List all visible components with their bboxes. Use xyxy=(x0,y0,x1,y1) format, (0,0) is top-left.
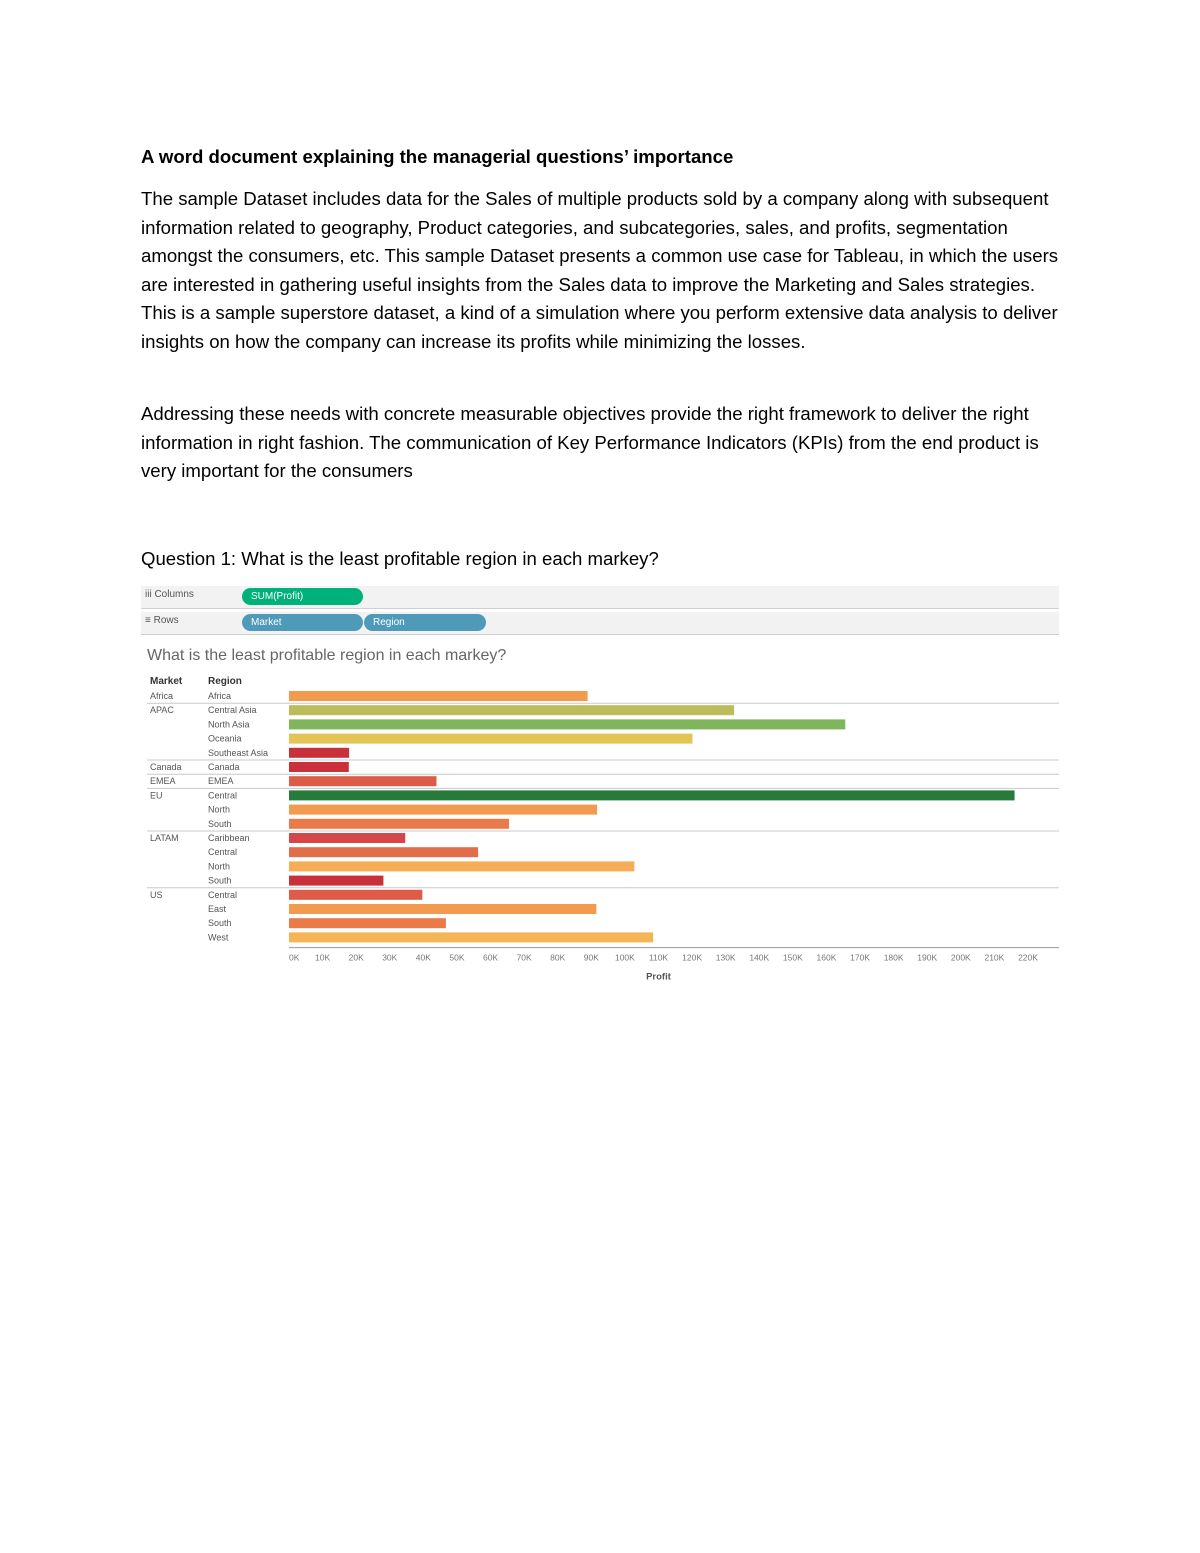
columns-shelf xyxy=(141,586,1059,609)
paragraph-intro: The sample Dataset includes data for the Sales of multiple products sold by a company along with subsequent information related to geography, Product categories, and subcategories, sales, and profits, segmentation amongst the consumers, etc. This sample Dataset presents a common use case for Tableau, in which the users are interested in gathering useful insights from the Sales data to improve the Marketing and Sales strategies. This is a sample superstore dataset, a kind of a simulation where you perform extensive data analysis to deliver insights on how the company can increase its profits while minimizing the losses. xyxy=(141,188,1059,352)
region-label: Central xyxy=(208,889,238,900)
rows-shelf xyxy=(141,612,1059,635)
x-tick-label: 10K xyxy=(315,952,331,963)
region-label: North xyxy=(208,861,231,872)
x-tick-label: 130K xyxy=(715,952,736,963)
region-label: Caribbean xyxy=(208,833,250,843)
x-tick-label: 150K xyxy=(782,952,803,963)
market-label: EMEA xyxy=(150,776,176,787)
profit-bar xyxy=(289,861,634,871)
columns-shelf-label: iii Columns xyxy=(145,589,194,600)
region-label: South xyxy=(208,875,232,886)
question-1: Question 1: What is the least profitable region in each markey? xyxy=(141,548,659,569)
region-label: West xyxy=(208,932,229,943)
profit-bar xyxy=(289,805,597,815)
region-label: South xyxy=(208,918,232,929)
market-label: EU xyxy=(150,790,163,801)
region-label: East xyxy=(208,904,227,914)
x-tick-label: 70K xyxy=(516,952,532,963)
profit-bar xyxy=(289,932,653,942)
market-pill: Market xyxy=(242,614,363,631)
x-tick-label: 140K xyxy=(749,952,770,963)
market-label: US xyxy=(150,889,163,900)
profit-bar xyxy=(289,748,349,758)
region-label: Africa xyxy=(208,691,232,701)
market-label: Africa xyxy=(150,691,174,701)
profit-bar xyxy=(289,876,383,886)
x-tick-label: 210K xyxy=(984,952,1005,963)
profit-bar xyxy=(289,762,349,772)
market-label: APAC xyxy=(150,705,174,716)
market-label: Canada xyxy=(150,762,182,772)
x-tick-label: 200K xyxy=(950,952,971,963)
region-label: Canada xyxy=(208,762,240,772)
profit-bar xyxy=(289,833,405,843)
profit-bar xyxy=(289,904,596,914)
x-tick-label: 170K xyxy=(850,952,870,963)
x-axis-title: Profit xyxy=(646,971,671,982)
region-label: Southeast Asia xyxy=(208,747,269,758)
x-tick-label: 40K xyxy=(415,952,431,963)
x-tick-label: 0K xyxy=(289,952,300,963)
region-label: South xyxy=(208,818,232,829)
profit-bar-chart xyxy=(141,672,1059,982)
x-tick-label: 50K xyxy=(449,952,465,963)
region-label: Central Asia xyxy=(208,705,257,716)
market-label: LATAM xyxy=(150,833,179,843)
x-tick-label: 30K xyxy=(382,952,398,963)
region-label: Central xyxy=(208,847,238,858)
region-label: North Asia xyxy=(208,719,250,730)
profit-bar xyxy=(289,705,734,715)
profit-bar xyxy=(289,776,436,786)
region-label: North xyxy=(208,804,231,815)
tableau-screenshot xyxy=(141,586,1059,996)
x-tick-label: 180K xyxy=(883,952,904,963)
profit-bar xyxy=(289,719,845,729)
x-tick-label: 110K xyxy=(648,952,669,963)
x-tick-label: 220K xyxy=(1018,952,1038,963)
profit-bar xyxy=(289,790,1015,800)
x-tick-label: 160K xyxy=(816,952,837,963)
profit-bar xyxy=(289,691,588,701)
region-label: EMEA xyxy=(208,776,234,787)
x-tick-label: 20K xyxy=(348,952,364,963)
profit-bar xyxy=(289,819,509,829)
x-tick-label: 100K xyxy=(614,952,635,963)
region-label: Oceania xyxy=(208,733,242,744)
x-tick-label: 190K xyxy=(917,952,938,963)
profit-bar xyxy=(289,734,692,744)
profit-bar xyxy=(289,918,446,928)
sum-profit-pill: SUM(Profit) xyxy=(242,588,363,605)
region-label: Central xyxy=(208,790,238,801)
paragraph-objectives: Addressing these needs with concrete measurable objectives provide the right framework to deliver the right information in right fashion. The communication of Key Performance Indicators (KPIs) from the end product is very important for the consumers xyxy=(141,403,1039,481)
document-heading: A word document explaining the managerial questions’ importance xyxy=(141,146,734,167)
region-column-header: Region xyxy=(208,676,242,687)
profit-bar xyxy=(289,890,422,900)
x-tick-label: 60K xyxy=(482,952,499,963)
viz-title: What is the least profitable region in each markey? xyxy=(147,647,507,664)
x-tick-label: 80K xyxy=(550,952,566,963)
region-pill: Region xyxy=(364,614,486,631)
market-column-header: Market xyxy=(150,676,183,687)
profit-bar xyxy=(289,847,478,857)
x-tick-label: 90K xyxy=(583,952,599,963)
x-tick-label: 120K xyxy=(682,952,703,963)
rows-shelf-label: ≡ Rows xyxy=(145,615,179,626)
